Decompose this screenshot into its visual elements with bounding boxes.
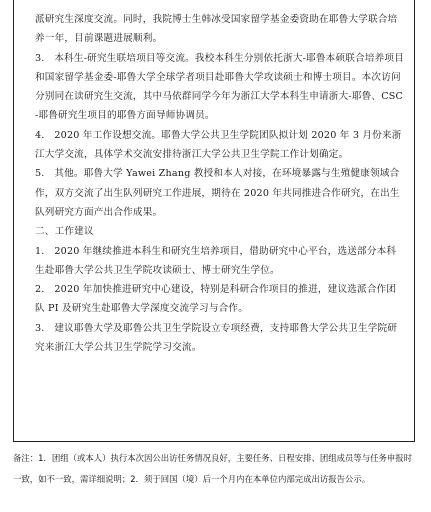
paragraph-item-4: 4. 2020 年工作设想交流。耶鲁大学公共卫生学院团队拟计划 2020 年 3 月份来浙江大学交流，具体学术交流安排待浙江大学公共卫生学院工作计划确定。 — [35, 129, 402, 161]
report-body — [35, 10, 405, 357]
paragraph-item-5: 5. 其他。耶鲁大学 Yawei Zhang 教授和本人对接，在环境暴露与生殖健康领域合作，双方交流了出生队列研究工作进展，期待在 2020 年共同推进合作研究，在出生队列研究方面产出合作成果。 — [35, 168, 400, 218]
suggestion-item-2: 2. 2020 年加快推进研究中心建设，特别是科研合作项目的推进，建议选派合作团队 PI 及研究生赴耶鲁大学深度交流学习与合作。 — [35, 284, 397, 315]
suggestion-item-1: 1. 2020 年继续推进本科生和研究生培养项目，借助研究中心平台，选送部分本科生赴耶鲁大学公共卫生学院攻读硕士、博士研究生学位。 — [35, 245, 397, 276]
paragraph-item-3: 3. 本科生-研究生联培项目等交流。我校本科生分别依托浙大-耶鲁本硕联合培养项目和国家留学基金委-耶鲁大学全球学者项目赴耶鲁大学攻读硕士和博士项目。本次访问分别同在读研究生交流，其中马依群同学今年为浙江大学本科生申请浙大-耶鲁、CSC-耶鲁研究生项目的耶鲁方面导师协调员。 — [35, 52, 405, 122]
footnote-text: 备注：1．团组（或本人）执行本次因公出访任务情况良好，主要任务、日程安排、团组成员等与任务申报时一致，如不一致，需详细说明；2．须于回国（境）后一个月内在本单位内部完成出访报告公示。 — [13, 453, 412, 484]
paragraph-intro: 派研究生深度交流。同时，我院博士生韩冰受国家留学基金委资助在耶鲁大学联合培养一年，目前课题进展顺利。 — [35, 14, 398, 45]
section-heading-suggestions: 二、工作建议 — [35, 226, 94, 238]
footnote — [13, 448, 417, 490]
suggestion-item-3: 3. 建议耶鲁大学及耶鲁公共卫生学院设立专项经费，支持耶鲁大学公共卫生学院研究来浙江大学公共卫生学院学习交流。 — [35, 322, 398, 354]
